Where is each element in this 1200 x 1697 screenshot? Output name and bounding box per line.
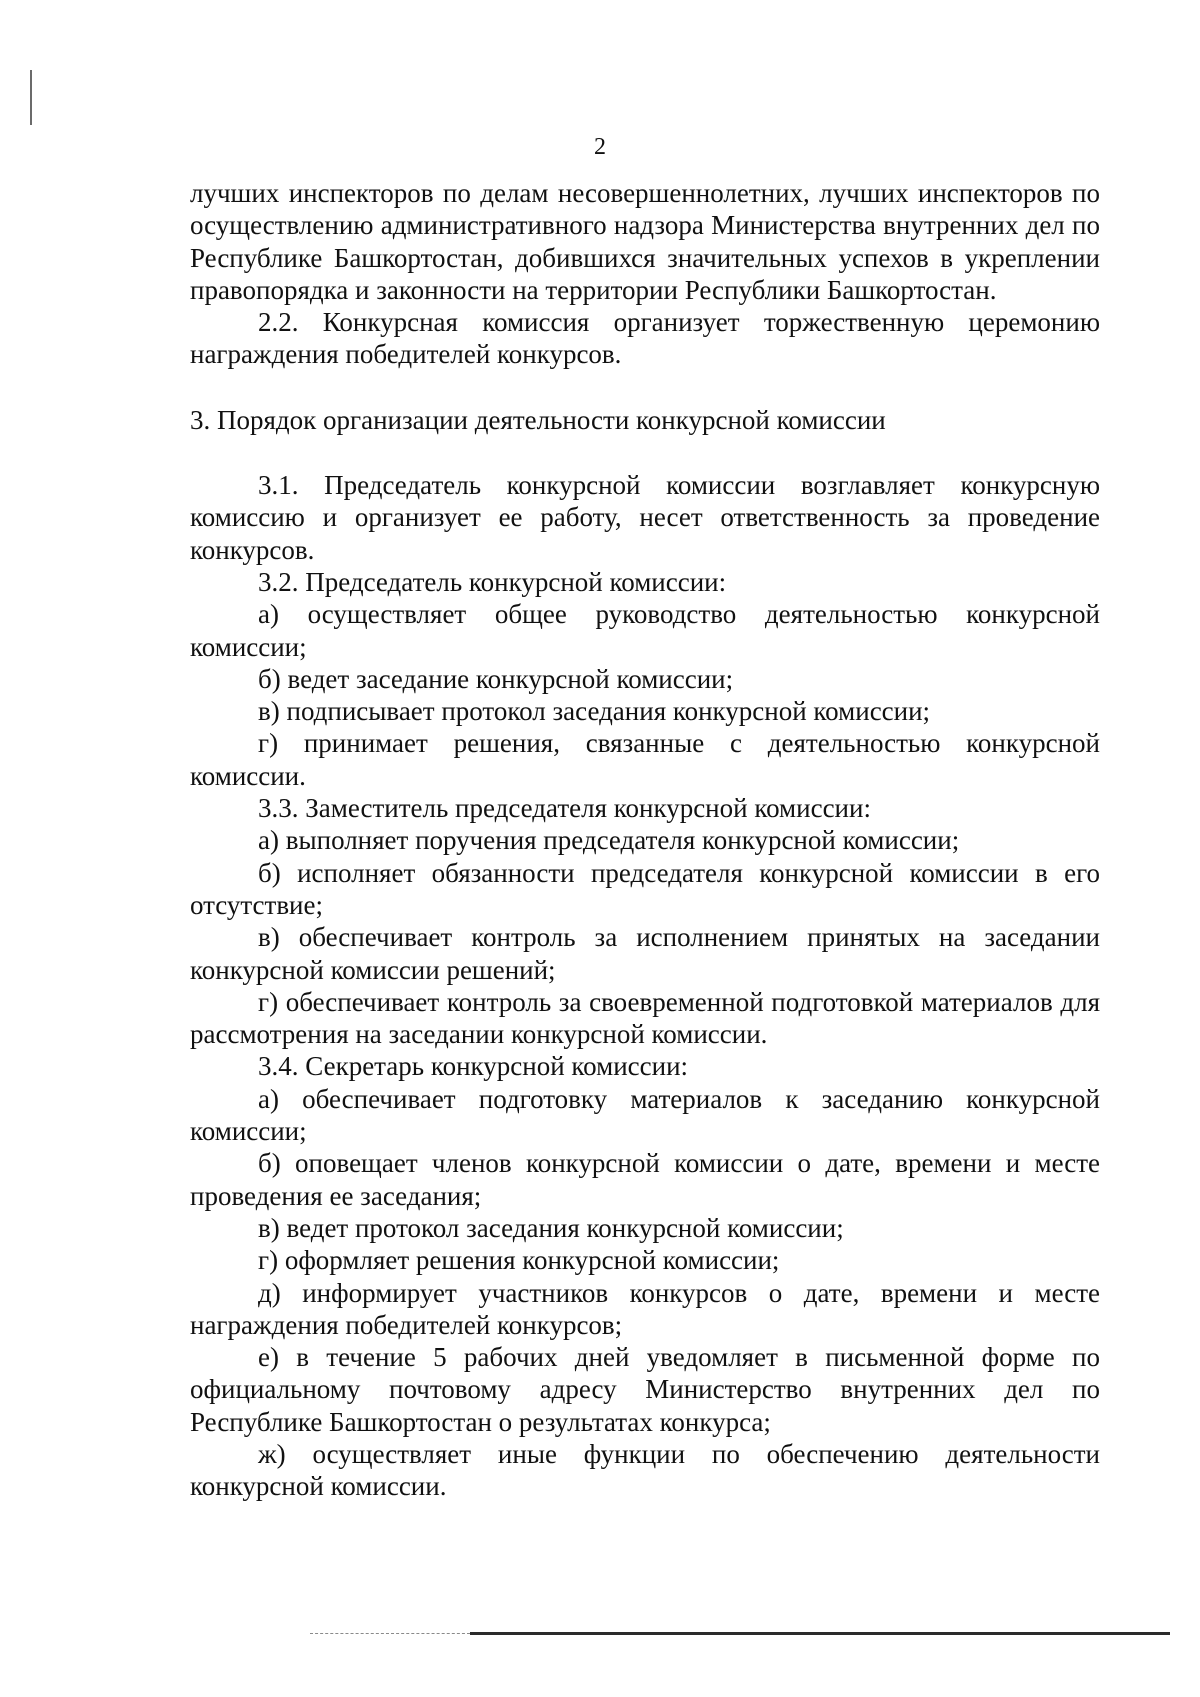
paragraph-3-2: 3.2. Председатель конкурсной комиссии:: [258, 566, 727, 597]
list-item: г) принимает решения, связанные с деятельностью конкурсной комиссии.: [190, 728, 1100, 791]
section-heading: 3. Порядок организации деятельности конкурсной комиссии: [190, 404, 886, 435]
list-item: а) осуществляет общее руководство деятельностью конкурсной комиссии;: [190, 599, 1100, 662]
paragraph-3-1: 3.1. Председатель конкурсной комиссии возглавляет конкурсную комиссию и организует ее работу, несет ответственность за проведение конкурсов.: [190, 470, 1100, 565]
list-item: в) обеспечивает контроль за исполнением принятых на заседании конкурсной комиссии решений;: [190, 922, 1100, 985]
list-item: а) обеспечивает подготовку материалов к заседанию конкурсной комиссии;: [190, 1083, 1100, 1147]
list-item: д) информирует участников конкурсов о дате, времени и месте награждения победителей конкурсов;: [190, 1277, 1100, 1340]
scan-mark: [30, 70, 32, 125]
list-item: в) подписывает протокол заседания конкурсной комиссии;: [258, 696, 931, 727]
list-item: а) выполняет поручения председателя конкурсной комиссии;: [258, 825, 960, 856]
list-item: б) оповещает членов конкурсной комиссии о дате, времени и месте проведения ее заседания;: [190, 1148, 1100, 1211]
footer-dotted-line: [310, 1633, 470, 1634]
paragraph-3-3: 3.3. Заместитель председателя конкурсной комиссии:: [258, 793, 871, 824]
paragraph-continuation: лучших инспекторов по делам несовершеннолетних, лучших инспекторов по осуществлению административного надзора Министерства внутренних дел по Республике Башкортостан, добившихся значительных успехов в укреплении правопорядка и законности на территории Республики Башкортостан.: [190, 178, 1100, 305]
list-item: е) в течение 5 рабочих дней уведомляет в письменной форме по официальному почтовому адресу Министерство внутренних дел по Республике Башкортостан о результатах конкурса;: [190, 1342, 1100, 1437]
page-number: 2: [594, 134, 606, 160]
footer-line: [470, 1632, 1170, 1635]
list-item: в) ведет протокол заседания конкурсной комиссии;: [258, 1212, 844, 1243]
list-item: б) ведет заседание конкурсной комиссии;: [258, 663, 734, 694]
document-body: [190, 177, 1100, 1503]
paragraph-3-4: 3.4. Секретарь конкурсной комиссии:: [258, 1051, 689, 1082]
paragraph-2-2: 2.2. Конкурсная комиссия организует торжественную церемонию награждения победителей конкурсов.: [190, 307, 1100, 370]
list-item: ж) осуществляет иные функции по обеспечению деятельности конкурсной комиссии.: [190, 1438, 1100, 1502]
list-item: б) исполняет обязанности председателя конкурсной комиссии в его отсутствие;: [190, 857, 1100, 920]
list-item: г) оформляет решения конкурсной комиссии;: [258, 1245, 780, 1276]
list-item: г) обеспечивает контроль за своевременной подготовкой материалов для рассмотрения на заседании конкурсной комиссии.: [190, 986, 1100, 1050]
